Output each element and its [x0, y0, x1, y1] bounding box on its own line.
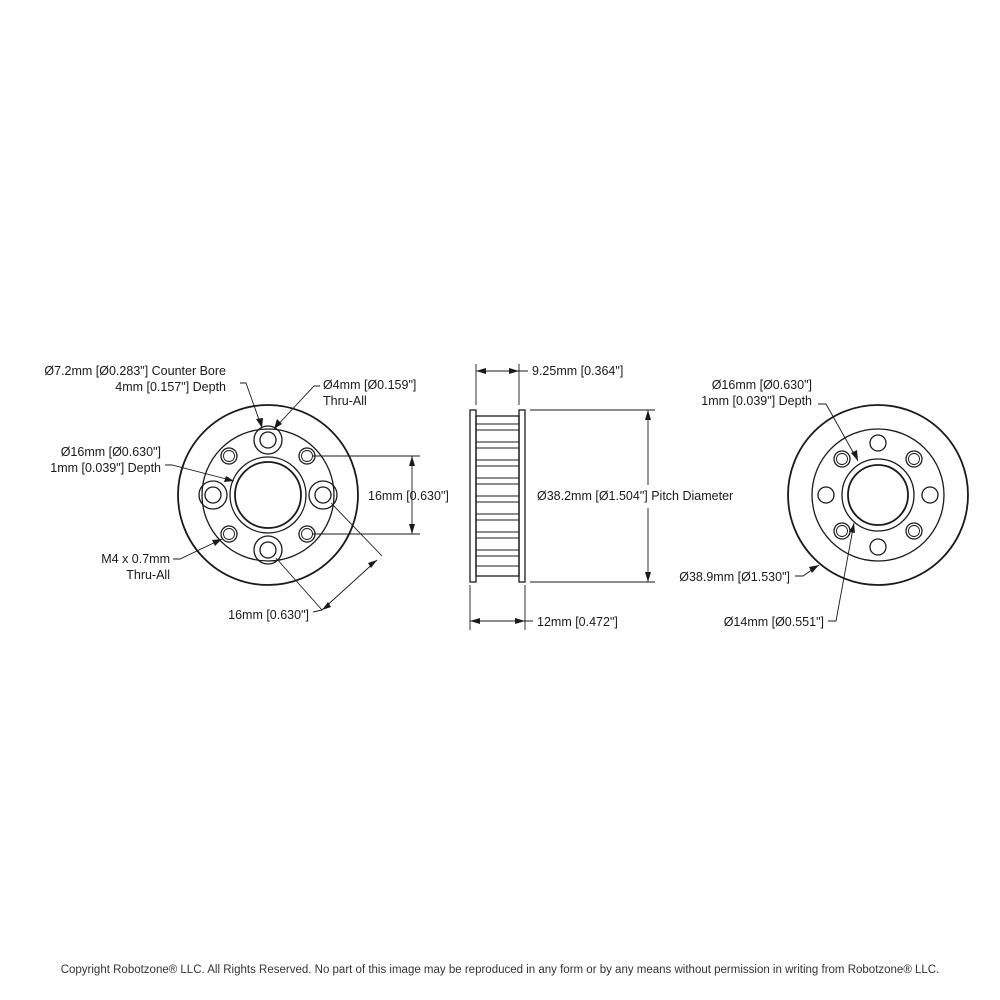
- back-bore-circle: [848, 465, 908, 525]
- back-recess-label-2: 1mm [0.039"] Depth: [701, 394, 812, 408]
- thru-hole-label-1: Ø4mm [Ø0.159"]: [323, 378, 417, 392]
- left-flange: [470, 410, 476, 582]
- front-bore-edge: [230, 457, 306, 533]
- total-width-label: 12mm [0.472"]: [537, 615, 618, 629]
- pulley-teeth: [476, 424, 519, 566]
- back-view: [788, 404, 968, 621]
- diagonal-spacing-label: 16mm [0.630"]: [228, 608, 309, 622]
- counterbore-holes: [199, 426, 337, 564]
- right-flange: [519, 410, 525, 582]
- hub-width-label: 9.25mm [0.364"]: [532, 364, 624, 378]
- vertical-spacing-label: 16mm [0.630"]: [368, 489, 449, 503]
- front-recess-label-1: Ø16mm [Ø0.630"]: [60, 445, 161, 459]
- pitch-diameter-label: Ø38.2mm [Ø1.504"] Pitch Diameter: [537, 489, 734, 503]
- counterbore-label-2: 4mm [0.157"] Depth: [115, 380, 226, 394]
- bore-diameter-label: Ø14mm [Ø0.551"]: [723, 615, 824, 629]
- back-recess-label-1: Ø16mm [Ø0.630"]: [711, 378, 812, 392]
- front-recess-label-2: 1mm [0.039"] Depth: [50, 461, 161, 475]
- counterbore-label-1: Ø7.2mm [Ø0.283"] Counter Bore: [44, 364, 226, 378]
- thru-hole-label-2: Thru-All: [323, 394, 367, 408]
- diagonal-dimension-line: [322, 560, 377, 610]
- front-bore-circle: [235, 462, 301, 528]
- copyright-notice: Copyright Robotzone® LLC. All Rights Reserved. No part of this image may be reproduced in any form or by any means without permission in writing from Robotzone® LLC.: [60, 964, 940, 976]
- tap-label-2: Thru-All: [126, 568, 170, 582]
- tap-label-1: M4 x 0.7mm: [101, 552, 170, 566]
- thru-hole-leader: [274, 386, 320, 429]
- back-inner-circle: [812, 429, 944, 561]
- back-outer-circle: [788, 405, 968, 585]
- front-recess-circle: [202, 429, 334, 561]
- front-recess-leader: [165, 465, 234, 481]
- outer-diameter-label: Ø38.9mm [Ø1.530"]: [679, 570, 790, 584]
- back-recess-circle: [842, 459, 914, 531]
